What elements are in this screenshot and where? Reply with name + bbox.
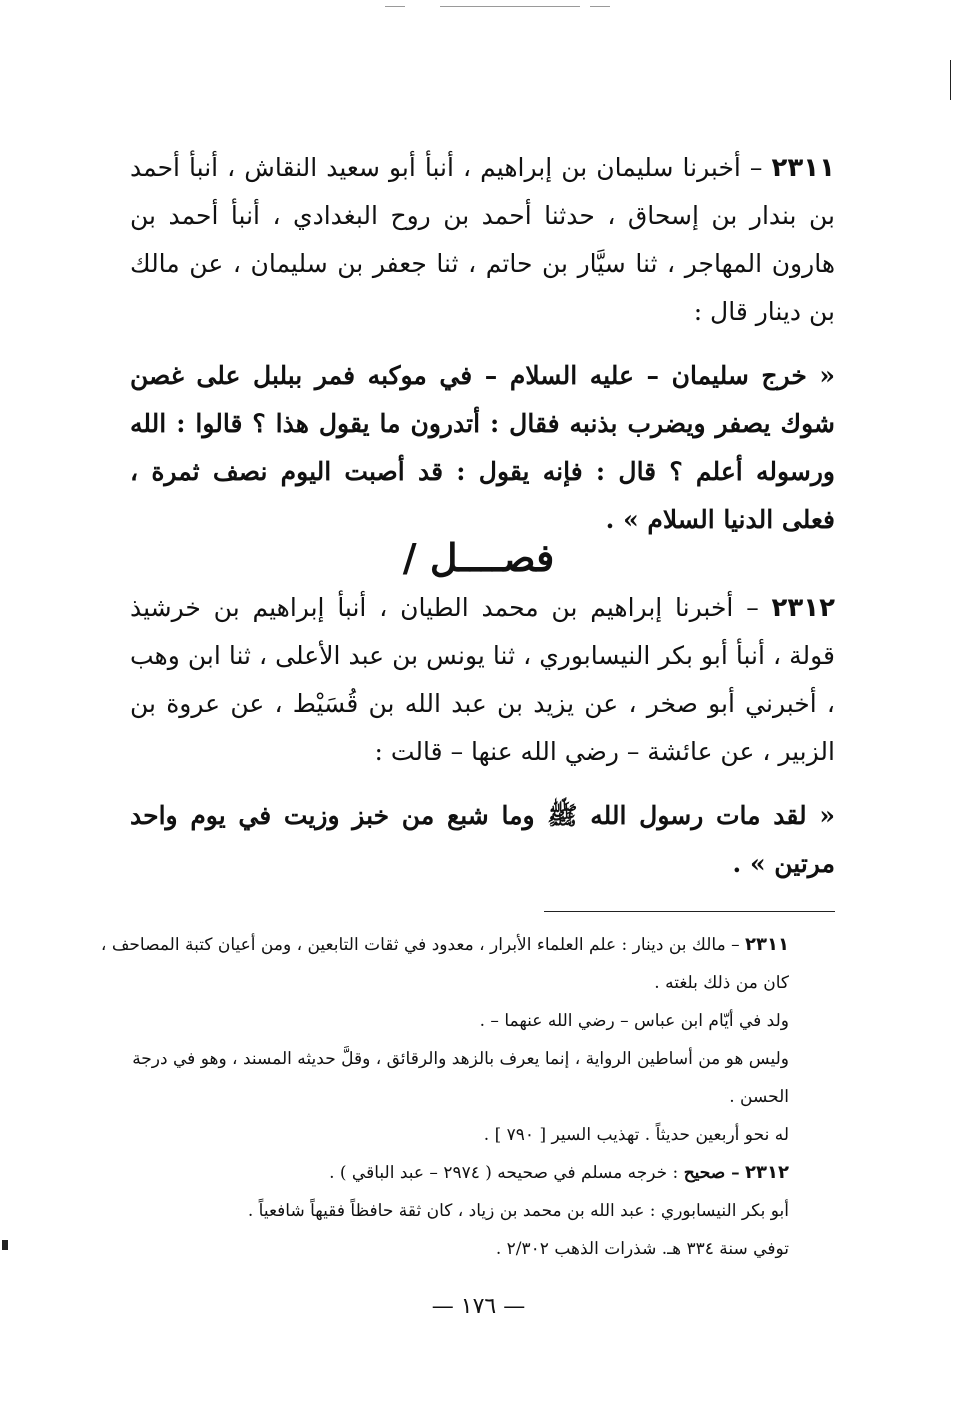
hadith-2311-matn: « خرج سليمان – عليه السلام – في موكبه فمر ببلبل على غصن شوك يصفر ويضرب بذنبه فقال : أتدرون ما يقول هذا ؟ قالوا : الله ورسوله أعلم ؟ قال : فإنه يقول : قد أصبت اليوم نصف ثمرة ، فعلى الدنيا السلام » . — [130, 361, 835, 534]
footnote-2312-line — [95, 1154, 835, 1192]
isnad-text: – أخبرنا إبراهيم بن محمد الطيان ، أنبأ إبراهيم بن خرشيذ قولة ، أنبأ أبو بكر النيسابوري ، ثنا يونس بن عبد الأعلى ، ثنا ابن وهب ، أخبرني أبو صخر ، عن يزيد بن عبد الله بن قُسَيْط ، عن عروة بن الزبير ، عن عائشة – رضي الله عنها – قالت : — [130, 593, 835, 766]
footnote-text: – مالك بن دينار : علم العلماء الأبرار ، معدود في ثقات التابعين ، ومن أعيان كتبة المصاحف ، كان من ذلك بلغته . — [100, 935, 789, 993]
footnote-number: ٢٣١١ — [745, 934, 789, 955]
section-heading: فصــــل / — [402, 535, 555, 580]
footnote-2311-line: وليس هو من أساطين الرواية ، إنما يعرف بالزهد والرقائق ، وقلَّ حديثه المسند ، وهو في درجة الحسن . — [132, 1049, 789, 1107]
isnad-text: – أخبرنا سليمان بن إبراهيم ، أنبأ أبو سعيد النقاش ، أنبأ أحمد بن بندار بن إسحاق ، حدثنا أحمد بن روح البغدادي ، أنبأ أحمد بن هارون المهاجر ، ثنا سيَّار بن حاتم ، ثنا جعفر بن سليمان ، عن مالك بن دينار قال : — [130, 153, 835, 326]
footnote-2312-line: أبو بكر النيسابوري : عبد الله بن محمد بن زياد ، كان ثقة حافظاً فقيهاً شافعياً . — [247, 1201, 789, 1221]
footnote-2311-line: ولد في أيّام ابن عباس – رضي الله عنهما – . — [479, 1011, 789, 1031]
footnote-grade: – صحيح — [683, 1163, 740, 1183]
hadith-2312 — [130, 584, 835, 888]
margin-scan-mark — [2, 1240, 8, 1250]
top-scan-rule — [385, 6, 405, 7]
top-scan-rule — [590, 6, 610, 7]
footnote-separator — [544, 911, 835, 912]
footnote-2311-line: له نحو أربعين حديثاً . تهذيب السير [ ٧٩٠ ] . — [483, 1125, 789, 1145]
footnote-text: : خرجه مسلم في صحيحه ( ٢٩٧٤ – عبد الباقي ) . — [329, 1163, 679, 1183]
hadith-2312-isnad — [130, 584, 835, 776]
hadith-2312-matn: « لقد مات رسول الله ﷺ وما شبع من خبز وزيت في يوم واحد مرتين » . — [130, 801, 835, 878]
hadith-2311 — [130, 144, 835, 544]
footnotes — [95, 926, 835, 1268]
top-scan-rule — [440, 6, 580, 7]
footnote-2311-line — [95, 926, 835, 1002]
hadith-number: ٢٣١٢ — [771, 593, 836, 623]
page-number: — ١٧٦ — — [431, 1294, 526, 1319]
footnote-number: ٢٣١٢ — [745, 1162, 789, 1183]
hadith-number: ٢٣١١ — [771, 153, 835, 183]
footnote-2312-line: توفي سنة ٣٣٤ هـ. شذرات الذهب ٢/٣٠٢ . — [495, 1239, 789, 1259]
hadith-2311-isnad — [130, 144, 835, 336]
margin-scan-mark — [950, 60, 951, 100]
